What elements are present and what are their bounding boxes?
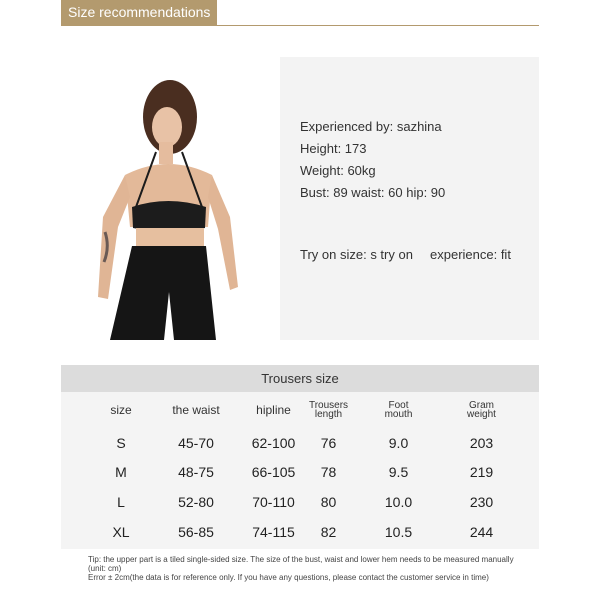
row-xl-length: 82 bbox=[320, 524, 337, 540]
header-length-line1: Trousers bbox=[308, 400, 349, 411]
table-title: Trousers size bbox=[61, 365, 539, 392]
row-xl-size: XL bbox=[112, 524, 130, 540]
header-foot-line2: mouth bbox=[384, 409, 413, 420]
row-s-foot: 9.0 bbox=[388, 435, 409, 451]
size-table bbox=[61, 392, 539, 549]
height-text: Height: 173 bbox=[300, 141, 367, 156]
row-l-waist: 52-80 bbox=[178, 494, 214, 510]
row-l-hip: 70-110 bbox=[252, 494, 295, 510]
try-on-text: Try on size: s try on bbox=[300, 247, 413, 262]
row-s-gram: 203 bbox=[469, 435, 494, 451]
header-size: size bbox=[110, 403, 132, 417]
row-s-size: S bbox=[116, 435, 126, 451]
header-hip: hipline bbox=[256, 403, 291, 417]
row-m-foot: 9.5 bbox=[388, 464, 409, 480]
header-gram-line1: Gram bbox=[469, 400, 494, 411]
row-m-gram: 219 bbox=[469, 464, 494, 480]
header-length-line2: length bbox=[314, 409, 343, 420]
model-info-panel bbox=[280, 57, 539, 340]
row-l-length: 80 bbox=[320, 494, 337, 510]
row-l-size: L bbox=[117, 494, 125, 510]
experienced-by-text: Experienced by: sazhina bbox=[300, 119, 442, 134]
row-m-length: 78 bbox=[320, 464, 337, 480]
model-photo bbox=[70, 57, 270, 340]
weight-text: Weight: 60kg bbox=[300, 163, 376, 178]
row-xl-hip: 74-115 bbox=[252, 524, 295, 540]
header-foot bbox=[371, 401, 426, 419]
header-length bbox=[301, 401, 356, 419]
header-gram bbox=[454, 401, 509, 419]
measurement-tip: Tip: the upper part is a tiled single-sided size. The size of the bust, waist and lower hem needs to be measured manually (unit: cm) bbox=[88, 555, 514, 573]
measurements-text: Bust: 89 waist: 60 hip: 90 bbox=[300, 185, 446, 200]
header-waist: the waist bbox=[172, 403, 220, 417]
header-divider bbox=[61, 25, 539, 26]
experience-text: experience: fit bbox=[430, 247, 511, 262]
model-illustration bbox=[70, 57, 270, 340]
row-m-waist: 48-75 bbox=[178, 464, 214, 480]
error-note: Error ± 2cm(the data is for reference only. If you have any questions, please contact the customer service in time) bbox=[88, 573, 489, 582]
header-gram-line2: weight bbox=[467, 409, 496, 420]
row-xl-waist: 56-85 bbox=[178, 524, 214, 540]
row-xl-gram: 244 bbox=[469, 524, 494, 540]
row-s-length: 76 bbox=[320, 435, 337, 451]
row-m-hip: 66-105 bbox=[251, 464, 296, 480]
row-s-hip: 62-100 bbox=[251, 435, 296, 451]
row-m-size: M bbox=[115, 464, 127, 480]
section-title: Size recommendations bbox=[68, 4, 211, 20]
header-foot-line1: Foot bbox=[388, 400, 409, 411]
row-l-foot: 10.0 bbox=[384, 494, 413, 510]
row-l-gram: 230 bbox=[469, 494, 494, 510]
row-s-waist: 45-70 bbox=[178, 435, 214, 451]
row-xl-foot: 10.5 bbox=[384, 524, 413, 540]
section-title-tab bbox=[61, 0, 217, 25]
